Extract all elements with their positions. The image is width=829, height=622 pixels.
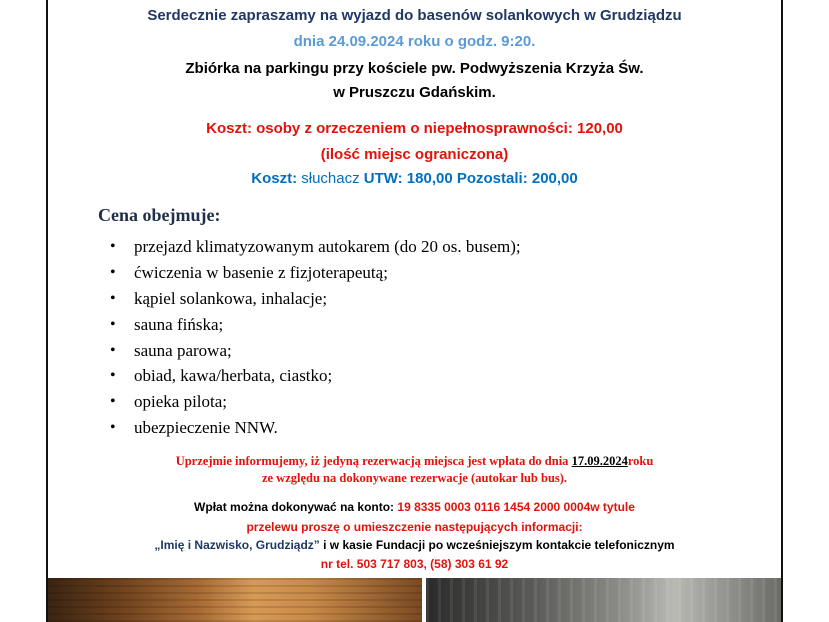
deadline-date: 17.09.2024 — [571, 454, 628, 468]
cost-student-word: słuchacz — [297, 170, 364, 187]
cost-other — [0, 170, 829, 187]
list-item: • sauna fińska; — [98, 312, 521, 338]
includes-title: Cena obejmuje: — [98, 205, 221, 225]
cost-amounts: UTW: 180,00 Pozostali: 200,00 — [363, 170, 578, 187]
meeting-town: w Pruszczu Gdańskim. — [333, 84, 496, 101]
reservation-notice: Uprzejmie informujemy, iż jedyną rezerwacją miejsca jest wpłata do dnia 17.09.2024roku — [175, 454, 654, 468]
cost-label: Koszt: — [251, 170, 298, 187]
list-item: • kąpiel solankowa, inhalacje; — [98, 286, 521, 312]
list-item: • sauna parowa; — [98, 338, 521, 364]
account-number: 19 8335 0003 0116 1454 2000 0004w tytule — [397, 500, 635, 514]
sauna-photo — [48, 578, 422, 622]
payment-account: Wpłat można dokonywać na konto: 19 8335 0003 0116 1454 2000 0004w tytule — [194, 500, 635, 514]
steam-room-photo — [426, 578, 781, 622]
payment-instructions: przelewu proszę o umieszczenie następujących informacji: — [246, 520, 583, 534]
transfer-title: „Imię i Nazwisko, Grudziądz” — [154, 538, 320, 552]
cost-disabled: Koszt: osoby z orzeczeniem o niepełnosprawności: 120,00 — [206, 120, 623, 137]
includes-list — [98, 234, 521, 441]
list-item: • opieka pilota; — [98, 389, 521, 415]
meeting-point: Zbiórka na parkingu przy kościele pw. Podwyższenia Krzyża Św. — [185, 60, 644, 77]
phone-numbers: nr tel. 503 717 803, (58) 303 61 92 — [320, 557, 509, 571]
trip-date: dnia 24.09.2024 roku o godz. 9:20. — [293, 33, 536, 50]
list-item: • przejazd klimatyzowanym autokarem (do 20 os. busem); — [98, 234, 521, 260]
payment-title-info: „Imię i Nazwisko, Grudziądz” i w kasie Fundacji po wcześniejszym kontakcie telefonicznym — [154, 538, 675, 552]
list-item: • ubezpieczenie NNW. — [98, 415, 521, 441]
cost-limited-note: (ilość miejsc ograniczona) — [320, 146, 509, 163]
list-item: • ćwiczenia w basenie z fizjoterapeutą; — [98, 260, 521, 286]
list-item: • obiad, kawa/herbata, ciastko; — [98, 363, 521, 389]
invitation-title: Serdecznie zapraszamy na wyjazd do basenów solankowych w Grudziądzu — [147, 7, 682, 24]
reservation-reason: ze względu na dokonywane rezerwacje (autokar lub bus). — [261, 471, 568, 485]
